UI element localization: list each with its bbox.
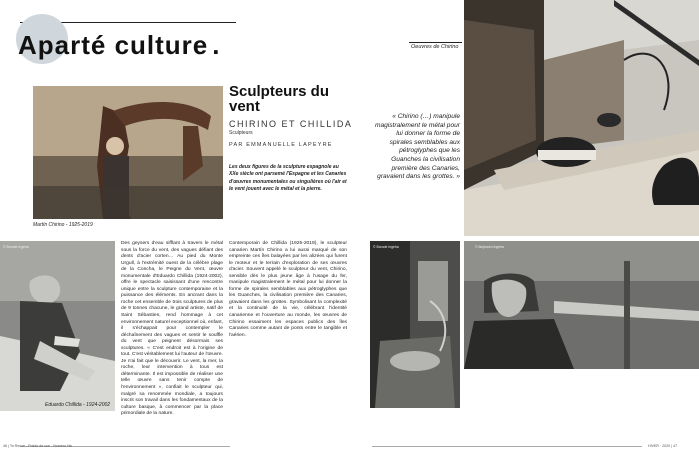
- article-lede: Les deux figures de la sculpture espagnole au XXe siècle ont parsemé l'Espagne et les Canaries d'œuvres monumentales ou singulières où l'air et le vent jouent avec le métal et la pierre.: [229, 164, 347, 192]
- caption-chirino: Martín Chirino - 1925-2019: [33, 222, 93, 228]
- section-title: Aparté culture .: [18, 30, 221, 60]
- chirino-works-photo: [464, 0, 699, 236]
- pull-quote: « Chirino (…) manipule magistralement le métal pour lui donner la forme de spirales semblables aux pétroglyphes que les Guanches la civilisation première des Canaries, gravaient dans les grottes. »: [374, 113, 460, 181]
- article-byline: PAR EMMANUELLE LAPEYRE: [229, 142, 333, 148]
- caption-chillida: Eduardo Chillida - 1924-2002: [45, 402, 111, 408]
- chirino-photo: [33, 86, 223, 219]
- gallery-rule: [409, 42, 462, 43]
- article-column-1: Des geysers d'eau sifflant à travers le métal sous la force du vent, des vagues défiant des dents d'acier corten… Au pied du Monte Urgull, à l'extrémité ouest de la célèbre plage de la Concha, le Peigne du Vent, œuvre monumentale d'Eduardo Chillida (1924-2002), offre le spectacle saisissant d'une rencontre unique entre la sculpture contemporaine et la puissance des éléments. En ancrant dans la roche cet ensemble de trois sculptures de plus de 9 tonnes chacune, le grand artiste, natif de Saint Sébastien, rend hommage à cet environnement naturel exceptionnel où, enfant, il s'échappait pour contempler le déchaînement des vagues et sentir le souffle du vent que peignent désormais ses sculptures. « C'est endroit est à l'origine de tout. C'est véritablement lui l'auteur de l'œuvre. Je n'ai fait que le découvrir. Le vent, la mer, la roche, leur intervention à tous est déterminante. Il est impossible de réaliser une telle œuvre sans tenir compte de l'environnement », confiait le sculpteur qui, malgré sa renommée mondiale, a toujours inscrit son travail dans les fondamentaux de la culture basque, à commencer par la place primordiale de la nature.: [121, 241, 223, 417]
- article-column-2: Contemporain de Chillida (1925-2019), le sculpteur canarien Martín Chirino a lui aussi marqué de son empreinte ces îles balayées par les alizées qui furent le moteur et le terrain d'exploration de ses œuvres d'acier. Souvent appelé le sculpteur du vent, Chirino, sensible dès le plus jeune âge à l'usage du fer, manipule magistralement le métal pour lui donner la forme de spirales semblables aux pétroglyphes que les Guanches, la civilisation première des Canaries, gravaient dans les grottes. Symbolisant la complexité et la continuité de la vie, célébrant l'identité canarienne et l'ouverture au monde, les œuvres de Chirino essaiment les espaces publics des îles Canaries comme autant de ponts entre le tangible et l'aérien.: [229, 241, 347, 338]
- article-kicker: Sculpteurs: [229, 130, 253, 136]
- article-title: Sculpteurs du vent: [229, 83, 330, 115]
- photo-credit-left: © Borode Ingeha: [3, 245, 29, 249]
- article-subtitle: CHIRINO ET CHILLIDA: [229, 119, 353, 129]
- footer-rule-right: [372, 446, 642, 447]
- footer-left: 46 | Ta Revue - Points de vue - Numéro Hiv: [3, 444, 73, 448]
- gallery-label: Oeuvres de Chirino: [411, 44, 459, 50]
- photo-credit-right: © Alejandro Ingeha: [475, 245, 504, 249]
- footer-right: HIVER · 2020 | 47: [648, 444, 678, 448]
- workshop-photo: [370, 241, 460, 408]
- photo-credit-mid: © Borode Ingeha: [373, 245, 399, 249]
- chillida-photo: [0, 241, 115, 411]
- sculptor-portrait-photo: [464, 241, 699, 369]
